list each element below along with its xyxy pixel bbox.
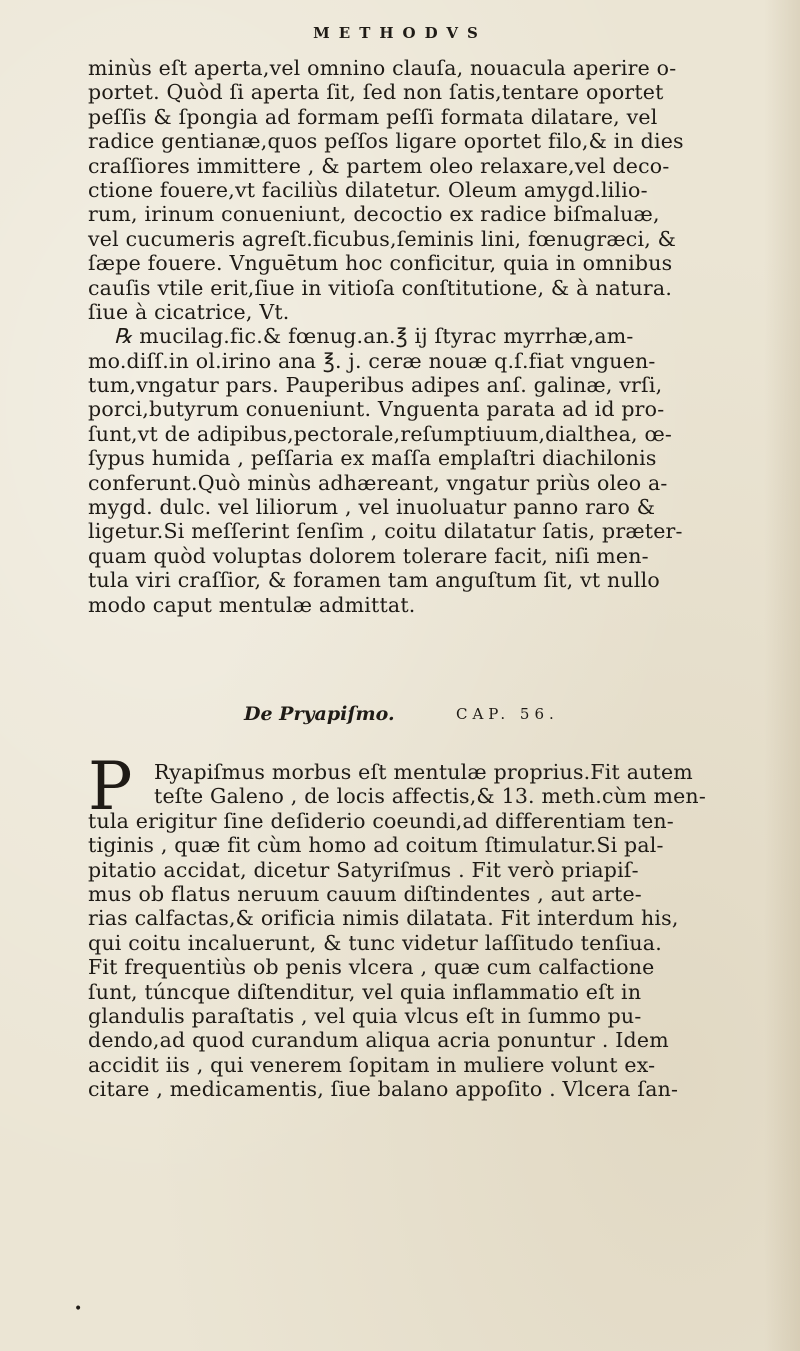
recipe-line: tula viri craſſior, & foramen tam anguſtum ſit, vt nullo (88, 568, 660, 593)
text-line: tiginis , quæ fit cùm homo ad coitum ſtimulatur.Si pal- (88, 833, 664, 858)
recipe-line: modo caput mentulæ admittat. (88, 592, 416, 617)
recipe-line: mygd. dulc. vel liliorum , vel inuoluatur panno raro & (88, 495, 656, 520)
text-block-upper (88, 56, 748, 617)
text-line: craſſiores immittere , & partem oleo relaxare,vel deco- (88, 153, 670, 178)
recipe-line: porci,butyrum conueniunt. Vnguenta parata ad id pro- (88, 397, 665, 422)
chapter-title: De Pryapiſmo. (244, 703, 395, 725)
text-line: minùs eſt aperta,vel omnino clauſa, nouacula aperire o- (88, 56, 677, 80)
text-line: ſunt, túncque diſtenditur, vel quia inflammatio eſt in (88, 979, 642, 1004)
recipe-line: conferunt.Quò minùs adhæreant, vngatur priùs oleo a- (88, 470, 668, 495)
recipe-line: quam quòd voluptas dolorem tolerare facit, niſi men- (88, 543, 649, 568)
text-line: ſæpe fouere. Vnguētum hoc conficitur, quia in omnibus (88, 251, 673, 276)
text-line: citare , medicamentis, ſiue balano appoſito . Vlcera ſan- (88, 1077, 679, 1102)
text-line: accidit iis , qui venerem ſopitam in muliere volunt ex- (88, 1052, 656, 1077)
recipe-line: ſunt,vt de adipibus,pectorale,reſumptiuum,dialthea, œ- (88, 421, 673, 446)
text-line: portet. Quòd ſi aperta ſit, ſed non ſatis,tentare oportet (88, 80, 664, 105)
text-line: ſiue à cicatrice, Vt. (88, 299, 290, 324)
text-line: dendo,ad quod curandum aliqua acria ponuntur . Idem (88, 1028, 669, 1053)
chapter-number: CAP. 56. (456, 705, 559, 723)
text-line: vel cucumeris agreſt.ficubus,ſeminis lini, fœnugræci, & (88, 226, 677, 251)
drop-capital: P (88, 748, 133, 825)
text-line: tula erigitur ſine deſiderio coeundi,ad differentiam ten- (88, 808, 674, 833)
margin-mark: • (74, 1301, 83, 1317)
recipe-line: ligetur.Si meſſerint ſenſim , coitu dilatatur ſatis, præter- (88, 519, 683, 544)
text-line: qui coitu incaluerunt, & tunc videtur laſſitudo tenſiua. (88, 930, 662, 955)
text-line: Fit frequentiùs ob penis vlcera , quæ cum calfactione (88, 955, 655, 980)
text-block-lower (88, 748, 748, 1102)
text-line: pitatio accidat, dicetur Satyriſmus . Fit verò priapiſ- (88, 857, 639, 882)
text-line: rum, irinum conueniunt, decoctio ex radice biſmaluæ, (88, 202, 660, 227)
page-edge-shadow (764, 0, 800, 1351)
text-line: Ryapiſmus morbus eſt mentulæ proprius.Fit autem (154, 760, 693, 784)
text-line: ctione fouere,vt faciliùs dilatetur. Oleum amygd.lilio- (88, 177, 648, 202)
recipe-line: tum,vngatur pars. Pauperibus adipes anſ. galinæ, vrſi, (88, 373, 663, 398)
text-line: radice gentianæ,quos peſſos ligare oportet filo,& in dies (88, 129, 684, 154)
recipe-line: ſypus humida , peſſaria ex maſſa emplaſtri diachilonis (88, 446, 657, 471)
running-header: METHODVS (313, 24, 487, 42)
recipe-first-line (88, 324, 748, 348)
text-line: glandulis paraſtatis , vel quia vlcus eſt in ſummo pu- (88, 1003, 642, 1028)
text-line: teſte Galeno , de locis affectis,& 13. meth.cùm men- (154, 784, 706, 809)
recipe-symbol: ℞ (114, 324, 133, 349)
text-line: cauſis vtile erit,ſiue in vitioſa conſtitutione, & à natura. (88, 275, 673, 300)
recipe-line: mo.diſſ.in ol.irino ana ℥. j. ceræ nouæ q.ſ.fiat vnguen- (88, 348, 656, 373)
text-line: peſſis & ſpongia ad formam peſſi formata dilatare, vel (88, 104, 658, 129)
text-line: mus ob flatus neruum cauum diſtindentes , aut arte- (88, 881, 642, 906)
recipe-line: mucilag.fic.& fœnug.an.℥ ij ſtyrac myrrhæ,am- (139, 324, 634, 349)
text-line: rias calfactas,& orificia nimis dilatata. Fit interdum his, (88, 906, 679, 931)
